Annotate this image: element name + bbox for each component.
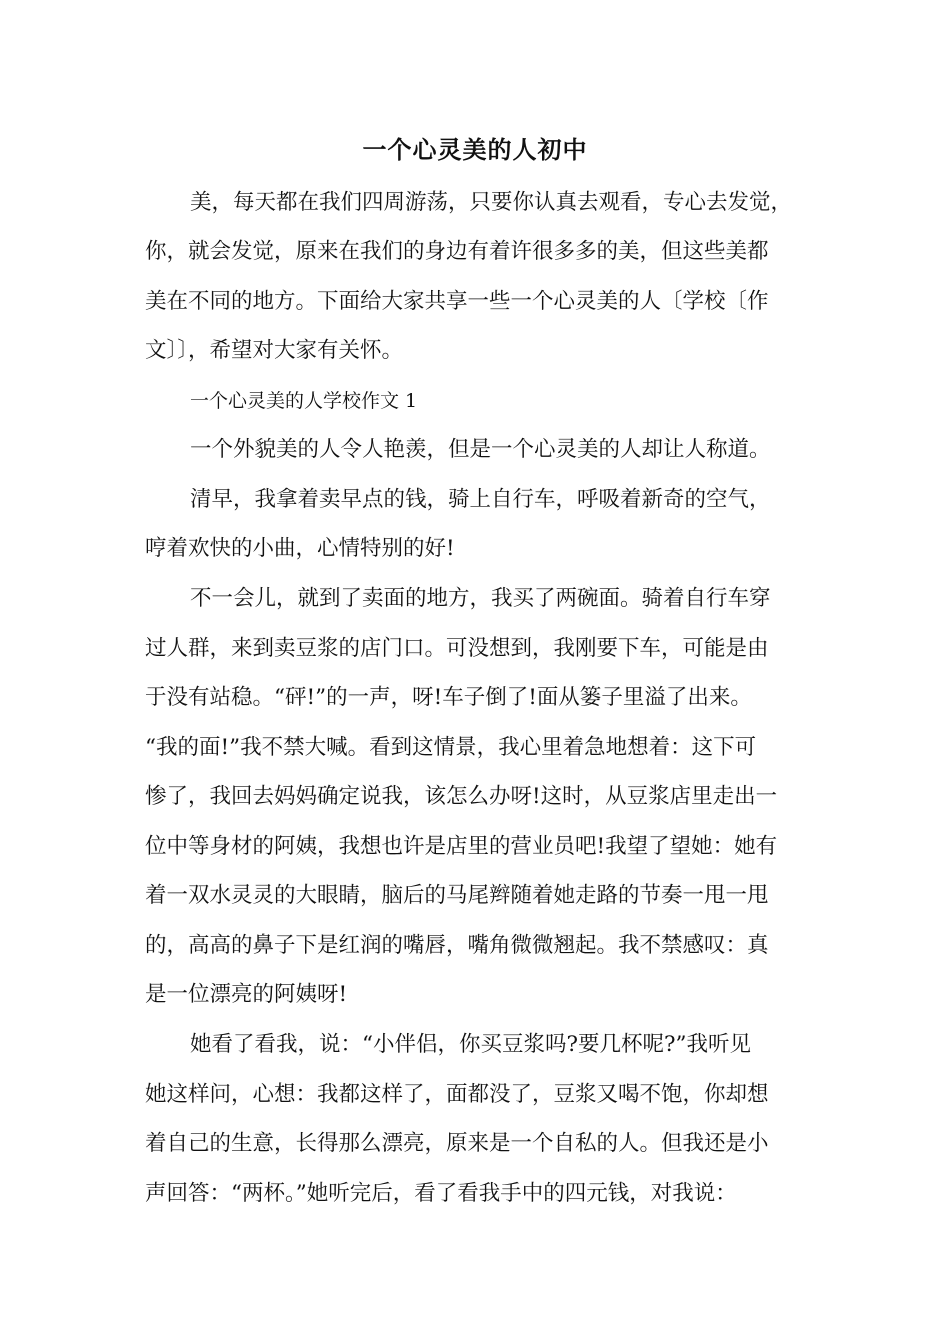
- text-line: 着一双水灵灵的大眼睛，脑后的马尾辫随着她走路的节奏一甩一甩: [145, 883, 769, 908]
- text-line: 于没有站稳。“砰!”的一声，呀!车子倒了!面从篓子里溢了出来。: [145, 685, 752, 710]
- text-line: 你，就会发觉，原来在我们的身边有着许很多多的美，但这些美都: [145, 239, 769, 264]
- text-line: 美在不同的地方。下面给大家共享一些一个心灵美的人〔学校〔作: [145, 289, 769, 314]
- text-line: “我的面!”我不禁大喊。看到这情景，我心里着急地想着：这下可: [145, 735, 757, 760]
- text-line: 过人群，来到卖豆浆的店门口。可没想到，我刚要下车，可能是由: [145, 636, 769, 661]
- text-line: 是一位漂亮的阿姨呀!: [145, 982, 348, 1007]
- text-line: 位中等身材的阿姨，我想也许是店里的营业员吧!我望了望她：她有: [145, 834, 778, 859]
- text-line: 的，高高的鼻子下是红润的嘴唇，嘴角微微翘起。我不禁感叹：真: [145, 933, 769, 958]
- text-line: 一个外貌美的人令人艳羡，但是一个心灵美的人却让人称道。: [190, 437, 771, 462]
- text-line: 不一会儿，就到了卖面的地方，我买了两碗面。骑着自行车穿: [190, 586, 771, 611]
- text-line: 她这样问，心想：我都这样了，面都没了，豆浆又喝不饱，你却想: [145, 1082, 769, 1107]
- document-title: 一个心灵美的人初中: [362, 135, 588, 164]
- text-line: 美，每天都在我们四周游荡，只要你认真去观看，专心去发觉，: [190, 190, 793, 215]
- text-line: 着自己的生意，长得那么漂亮，原来是一个自私的人。但我还是小: [145, 1131, 769, 1156]
- text-line: 文〕〕，希望对大家有关怀。: [145, 338, 404, 363]
- section-heading: 一个心灵美的人学校作文 1: [190, 390, 418, 412]
- text-line: 惨了，我回去妈妈确定说我，该怎么办呀!这时，从豆浆店里走出一: [145, 784, 778, 809]
- text-line: 声回答：“两杯。”她听完后，看了看我手中的四元钱，对我说：: [145, 1181, 737, 1206]
- text-line: 清早，我拿着卖早点的钱，骑上自行车，呼吸着新奇的空气，: [190, 487, 771, 512]
- text-line: 哼着欢快的小曲，心情特别的好!: [145, 536, 455, 561]
- text-line: 她看了看我，说：“小伴侣，你买豆浆吗?要几杯呢?”我听见: [190, 1032, 752, 1057]
